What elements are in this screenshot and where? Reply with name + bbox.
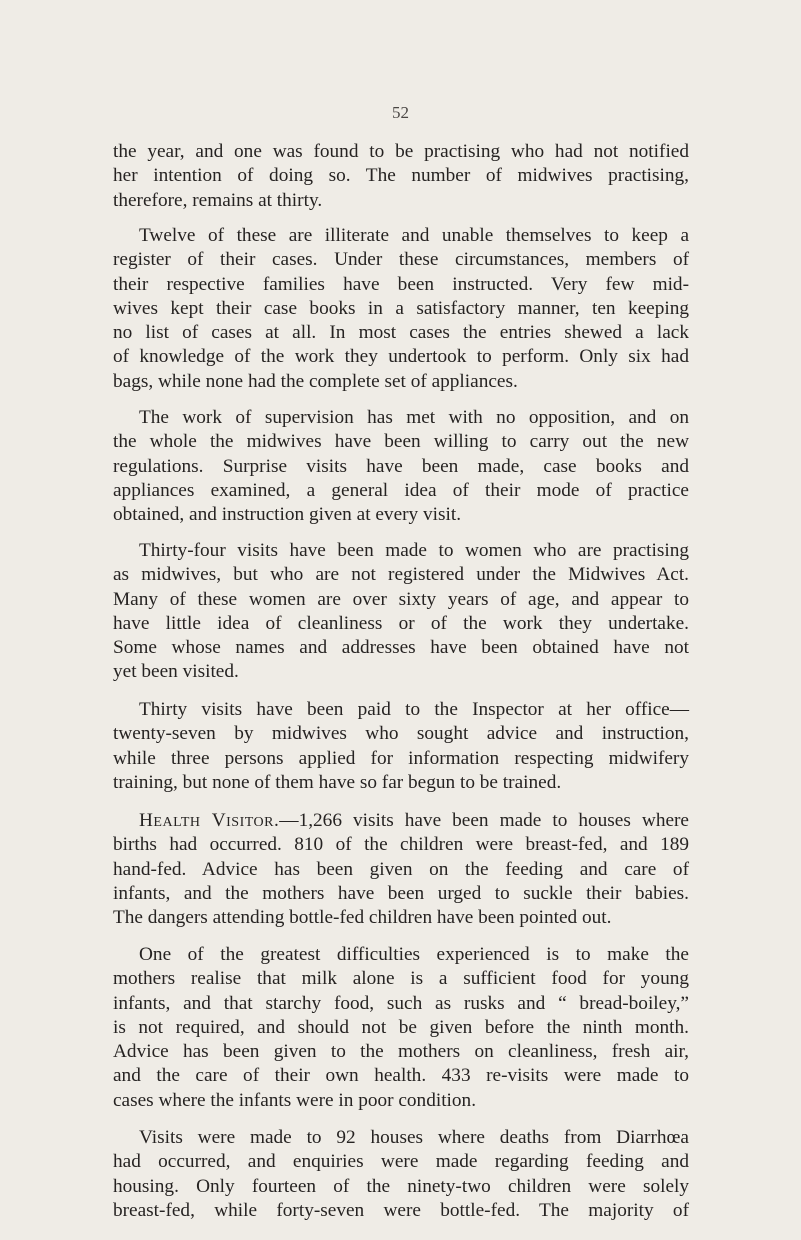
text-line: births had occurred. 810 of the children were breast-fed, and 189 xyxy=(113,834,689,856)
text-line: twenty-seven by midwives who sought advice and instruction, xyxy=(113,723,689,745)
text-line: is not required, and should not be given before the ninth month. xyxy=(113,1016,689,1038)
paragraph-7 xyxy=(113,943,689,1113)
text-line: her intention of doing so. The number of midwives practising, xyxy=(113,165,689,187)
paragraph-5 xyxy=(113,698,689,795)
paragraph-2 xyxy=(113,224,689,394)
paragraph-8 xyxy=(113,1126,689,1223)
text-line: breast-fed, while forty-seven were bottle-fed. The majority of xyxy=(113,1199,689,1221)
text-line: Thirty visits have been paid to the Inspector at her office— xyxy=(139,699,689,720)
text-line: infants, and the mothers have been urged to suckle their babies. xyxy=(113,882,689,904)
text-line: One of the greatest difficulties experienced is to make the xyxy=(139,944,689,965)
text-line: their respective families have been instructed. Very few mid- xyxy=(113,273,689,295)
section-heading: Health Visitor. xyxy=(139,810,280,831)
text-line: cases where the infants were in poor condition. xyxy=(113,1089,477,1111)
text-line: the year, and one was found to be practising who had not notified xyxy=(113,141,689,162)
text-line: and the care of their own health. 433 re-visits were made to xyxy=(113,1065,689,1087)
text-line: bags, while none had the complete set of appliances. xyxy=(113,370,518,392)
paragraph-4 xyxy=(113,539,689,685)
text-line: housing. Only fourteen of the ninety-two children were solely xyxy=(113,1175,689,1197)
page-number: 52 xyxy=(392,103,409,122)
text-line: hand-fed. Advice has been given on the feeding and care of xyxy=(113,858,689,880)
text-line: appliances examined, a general idea of their mode of practice xyxy=(113,479,689,501)
text-line: training, but none of them have so far begun to be trained. xyxy=(113,771,562,793)
text-line: have little idea of cleanliness or of the work they undertake. xyxy=(113,612,689,634)
text-line: The work of supervision has met with no opposition, and on xyxy=(139,407,689,428)
text-line: therefore, remains at thirty. xyxy=(113,189,323,211)
text-line: as midwives, but who are not registered under the Midwives Act. xyxy=(113,564,689,586)
text-line: wives kept their case books in a satisfactory manner, ten keeping xyxy=(113,297,689,319)
text-line: Thirty-four visits have been made to women who are practising xyxy=(139,540,689,561)
text-line: while three persons applied for information respecting midwifery xyxy=(113,747,689,769)
text-line: register of their cases. Under these circumstances, members of xyxy=(113,249,689,271)
text-line: Many of these women are over sixty years of age, and appear to xyxy=(113,588,689,610)
text-line: Twelve of these are illiterate and unable themselves to keep a xyxy=(139,225,689,246)
text-line-fragment: —1,266 visits have been made to houses where xyxy=(279,810,689,831)
text-line: the whole the midwives have been willing to carry out the new xyxy=(113,431,689,453)
text-line: Advice has been given to the mothers on cleanliness, fresh air, xyxy=(113,1041,689,1063)
text-line: obtained, and instruction given at every visit. xyxy=(113,504,462,526)
text-line: yet been visited. xyxy=(113,661,239,683)
text-line: regulations. Surprise visits have been made, case books and xyxy=(113,455,689,477)
text-line xyxy=(113,809,689,833)
paragraph-health-visitor xyxy=(113,809,689,930)
text-line: of knowledge of the work they undertook to perform. Only six had xyxy=(113,346,689,368)
text-line: infants, and that starchy food, such as rusks and “ bread-boiley,” xyxy=(113,992,689,1014)
text-line: The dangers attending bottle-fed children have been pointed out. xyxy=(113,907,612,929)
text-line: Some whose names and addresses have been obtained have not xyxy=(113,637,689,659)
text-line: no list of cases at all. In most cases the entries shewed a lack xyxy=(113,322,689,344)
text-line: mothers realise that milk alone is a sufficient food for young xyxy=(113,968,689,990)
paragraph-3 xyxy=(113,406,689,527)
text-line: Visits were made to 92 houses where deaths from Diarrhœa xyxy=(139,1127,689,1148)
paragraph-1 xyxy=(113,140,689,213)
text-line: had occurred, and enquiries were made regarding feeding and xyxy=(113,1151,689,1173)
